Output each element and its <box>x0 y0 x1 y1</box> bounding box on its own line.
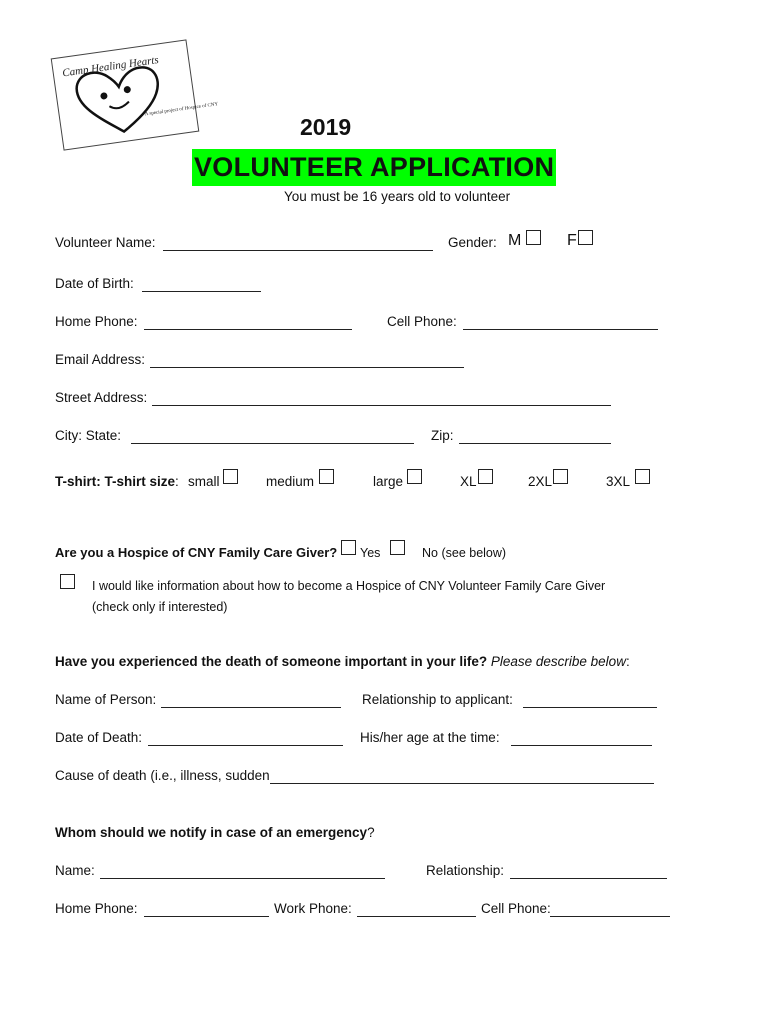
gender-f-checkbox[interactable] <box>578 230 593 245</box>
hospice-info-checkbox[interactable] <box>60 574 75 589</box>
age-field[interactable] <box>511 745 652 746</box>
city-state-label: City: State: <box>55 428 122 443</box>
emergency-relationship-field[interactable] <box>510 878 667 879</box>
logo-subtext: A special project of Hospice of CNY <box>144 102 219 118</box>
hospice-info-line1: I would like information about how to become a Hospice of CNY Volunteer Family Care Giver <box>92 579 606 593</box>
logo-text: Camp Healing Hearts <box>61 54 160 80</box>
volunteer-name-field[interactable] <box>163 250 433 251</box>
name-of-person-label: Name of Person: <box>55 692 157 707</box>
size-medium-label: medium <box>266 474 315 489</box>
age-label: His/her age at the time: <box>360 730 500 745</box>
size-2xl-label: 2XL <box>528 474 553 489</box>
emergency-work-phone-field[interactable] <box>357 916 476 917</box>
tshirt-label <box>55 474 179 489</box>
date-of-death-label: Date of Death: <box>55 730 143 745</box>
size-3xl-label: 3XL <box>606 474 631 489</box>
size-medium-checkbox[interactable] <box>319 469 334 484</box>
emergency-question-row <box>55 825 375 840</box>
tshirt-colon: : <box>175 474 179 489</box>
emergency-name-field[interactable] <box>100 878 385 879</box>
death-question: Have you experienced the death of someone important in your life? <box>55 654 488 669</box>
volunteer-name-label: Volunteer Name: <box>55 235 156 250</box>
tshirt-label-a: T-shirt: <box>55 474 101 489</box>
cause-field[interactable] <box>270 783 654 784</box>
emergency-name-label: Name: <box>55 863 95 878</box>
email-label: Email Address: <box>55 352 146 367</box>
dob-field[interactable] <box>142 291 261 292</box>
cause-label: Cause of death (i.e., illness, sudden <box>55 768 270 783</box>
death-prompt-colon: : <box>625 654 630 669</box>
size-small-label: small <box>188 474 220 489</box>
tshirt-label-b: T-shirt size <box>104 474 176 489</box>
camp-logo <box>50 39 219 151</box>
date-of-death-field[interactable] <box>148 745 343 746</box>
home-phone-field[interactable] <box>144 329 352 330</box>
size-xl-checkbox[interactable] <box>478 469 493 484</box>
size-small-checkbox[interactable] <box>223 469 238 484</box>
emergency-question: Whom should we notify in case of an emergency <box>55 825 368 840</box>
form-title: VOLUNTEER APPLICATION <box>192 149 556 186</box>
size-2xl-checkbox[interactable] <box>553 469 568 484</box>
emergency-cell-phone-label: Cell Phone: <box>481 901 551 916</box>
cell-phone-field[interactable] <box>463 329 658 330</box>
gender-m-checkbox[interactable] <box>526 230 541 245</box>
form-subtitle: You must be 16 years old to volunteer <box>284 189 511 204</box>
emergency-qmark: ? <box>367 825 375 840</box>
name-of-person-field[interactable] <box>161 707 341 708</box>
home-phone-label: Home Phone: <box>55 314 138 329</box>
form-year: 2019 <box>300 114 352 140</box>
emergency-home-phone-label: Home Phone: <box>55 901 138 916</box>
hospice-no-checkbox[interactable] <box>390 540 405 555</box>
hospice-yes-checkbox[interactable] <box>341 540 356 555</box>
hospice-question: Are you a Hospice of CNY Family Care Giver? <box>55 545 338 560</box>
hospice-info-line2: (check only if interested) <box>92 600 228 614</box>
size-large-label: large <box>373 474 404 489</box>
zip-label: Zip: <box>431 428 454 443</box>
size-3xl-checkbox[interactable] <box>635 469 650 484</box>
hospice-yes-label: Yes <box>360 546 381 560</box>
relationship-applicant-label: Relationship to applicant: <box>362 692 513 707</box>
emergency-work-phone-label: Work Phone: <box>274 901 352 916</box>
city-state-field[interactable] <box>131 443 414 444</box>
gender-f-label: F <box>567 232 577 249</box>
gender-m-label: M <box>508 232 522 249</box>
hospice-no-label: No (see below) <box>422 546 507 560</box>
emergency-home-phone-field[interactable] <box>144 916 269 917</box>
cell-phone-label: Cell Phone: <box>387 314 457 329</box>
zip-field[interactable] <box>459 443 611 444</box>
street-field[interactable] <box>152 405 611 406</box>
emergency-relationship-label: Relationship: <box>426 863 505 878</box>
relationship-applicant-field[interactable] <box>523 707 657 708</box>
death-question-row <box>55 654 630 669</box>
email-field[interactable] <box>150 367 464 368</box>
dob-label: Date of Birth: <box>55 276 134 291</box>
gender-label: Gender: <box>448 235 497 250</box>
size-xl-label: XL <box>460 474 477 489</box>
size-large-checkbox[interactable] <box>407 469 422 484</box>
emergency-cell-phone-field[interactable] <box>550 916 670 917</box>
death-prompt: Please describe below <box>490 654 626 669</box>
street-label: Street Address: <box>55 390 148 405</box>
